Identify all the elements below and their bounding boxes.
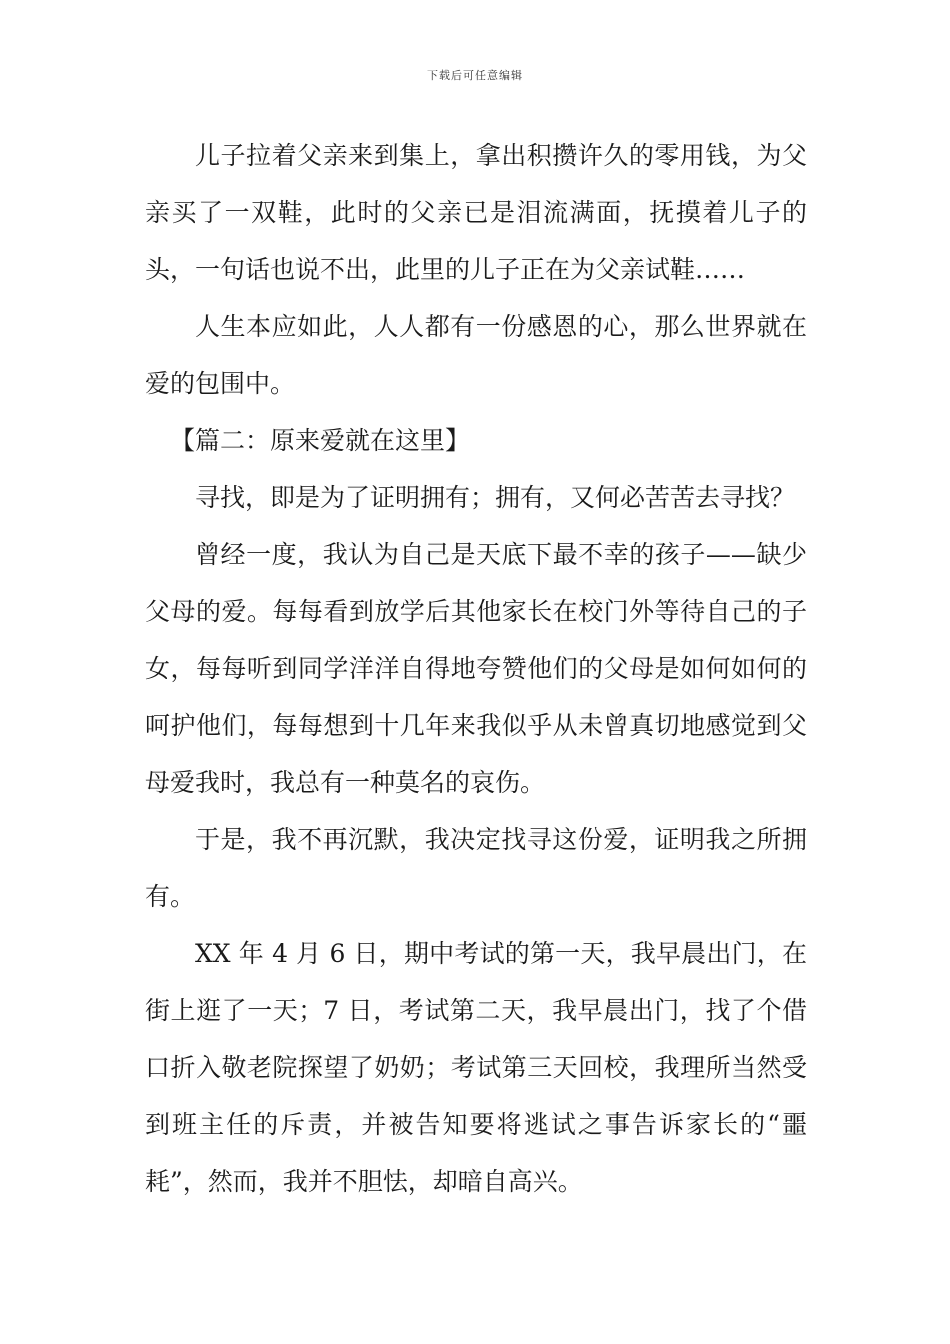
paragraph-1: 儿子拉着父亲来到集上，拿出积攒许久的零用钱，为父亲买了一双鞋，此时的父亲已是泪流满面，抚摸着儿子的头，一句话也说不出，此里的儿子正在为父亲试鞋…… — [145, 141, 807, 284]
document-body — [145, 127, 807, 1210]
paragraph-3: 寻找，即是为了证明拥有；拥有，又何必苦苦去寻找？ — [195, 483, 796, 512]
paragraph-5: 于是，我不再沉默，我决定找寻这份爱，证明我之所拥有。 — [145, 825, 807, 911]
page-header: 下载后可任意编辑 — [427, 69, 523, 82]
paragraph-6: XX 年 4 月 6 日，期中考试的第一天，我早晨出门，在街上逛了一天；7 日，考试第二天，我早晨出门，找了个借口折入敬老院探望了奶奶；考试第三天回校，我理所当然受到班主任的斥责，并被告知要将逃试之事告诉家长的“噩耗”，然而，我并不胆怯，却暗自高兴。 — [145, 939, 807, 1196]
paragraph-2: 人生本应如此，人人都有一份感恩的心，那么世界就在爱的包围中。 — [145, 312, 807, 398]
paragraph-4: 曾经一度，我认为自己是天底下最不幸的孩子——缺少父母的爱。每每看到放学后其他家长在校门外等待自己的子女，每每听到同学洋洋自得地夸赞他们的父母是如何如何的呵护他们，每每想到十几年来我似乎从未曾真切地感觉到父母爱我时，我总有一种莫名的哀伤。 — [145, 540, 807, 797]
section-heading: 【篇二：原来爱就在这里】 — [170, 426, 471, 455]
